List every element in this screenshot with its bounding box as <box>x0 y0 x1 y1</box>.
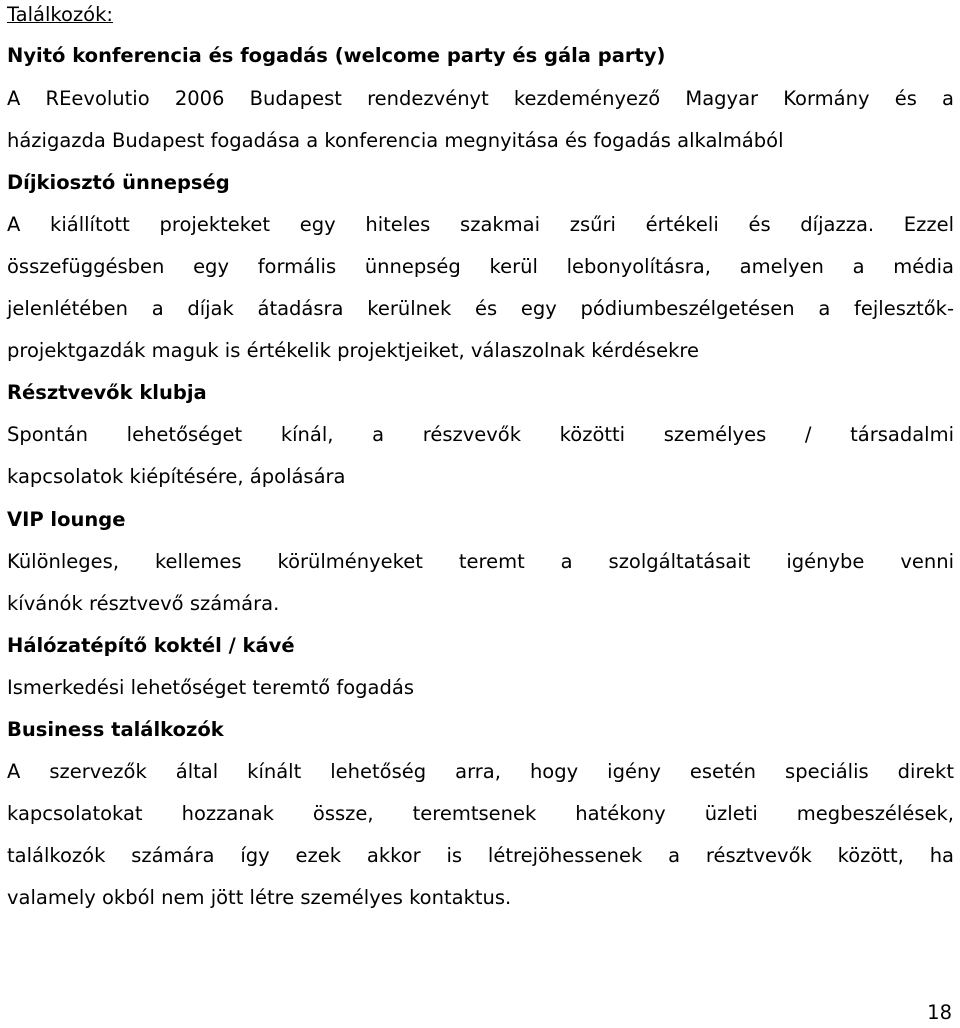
paragraph-line: Különleges, kellemes körülményeket teremt a szolgáltatásait igénybe venni <box>7 550 954 573</box>
paragraph-line: A kiállított projekteket egy hiteles szakmai zsűri értékeli és díjazza. Ezzel <box>7 213 954 236</box>
paragraph-line: kapcsolatokat hozzanak össze, teremtsenek hatékony üzleti megbeszélések, <box>7 802 954 825</box>
paragraph-line: találkozók számára így ezek akkor is létrejöhessenek a résztvevők között, ha <box>7 844 954 867</box>
paragraph-line: A REevolutio 2006 Budapest rendezvényt kezdeményező Magyar Kormány és a <box>7 87 954 110</box>
paragraph-line: kívánók résztvevő számára. <box>7 592 280 615</box>
section-title-business-meetings: Business találkozók <box>7 718 224 741</box>
paragraph-line: valamely okból nem jött létre személyes kontaktus. <box>7 886 512 909</box>
paragraph-line: Spontán lehetőséget kínál, a részvevők közötti személyes / társadalmi <box>7 423 954 446</box>
section-title-networking-cocktail: Hálózatépítő koktél / kávé <box>7 634 295 657</box>
section-title-participants-club: Résztvevők klubja <box>7 381 207 404</box>
section-title-opening-conference: Nyitó konferencia és fogadás (welcome party és gála party) <box>7 44 666 67</box>
paragraph-line: házigazda Budapest fogadása a konferencia megnyitása és fogadás alkalmából <box>7 129 784 152</box>
paragraph-line: kapcsolatok kiépítésére, ápolására <box>7 465 346 488</box>
paragraph-line: A szervezők által kínált lehetőség arra, hogy igény esetén speciális direkt <box>7 760 954 783</box>
section-title-vip-lounge: VIP lounge <box>7 508 126 531</box>
paragraph-line: projektgazdák maguk is értékelik projektjeiket, válaszolnak kérdésekre <box>7 339 699 362</box>
paragraph-line: összefüggésben egy formális ünnepség kerül lebonyolításra, amelyen a média <box>7 255 954 278</box>
page-number: 18 <box>927 1001 952 1024</box>
paragraph-line: jelenlétében a díjak átadásra kerülnek és egy pódiumbeszélgetésen a fejlesztők- <box>7 297 954 320</box>
paragraph-line: Ismerkedési lehetőséget teremtő fogadás <box>7 676 414 699</box>
page-heading: Találkozók: <box>7 3 113 26</box>
section-title-award-ceremony: Díjkiosztó ünnepség <box>7 171 230 194</box>
